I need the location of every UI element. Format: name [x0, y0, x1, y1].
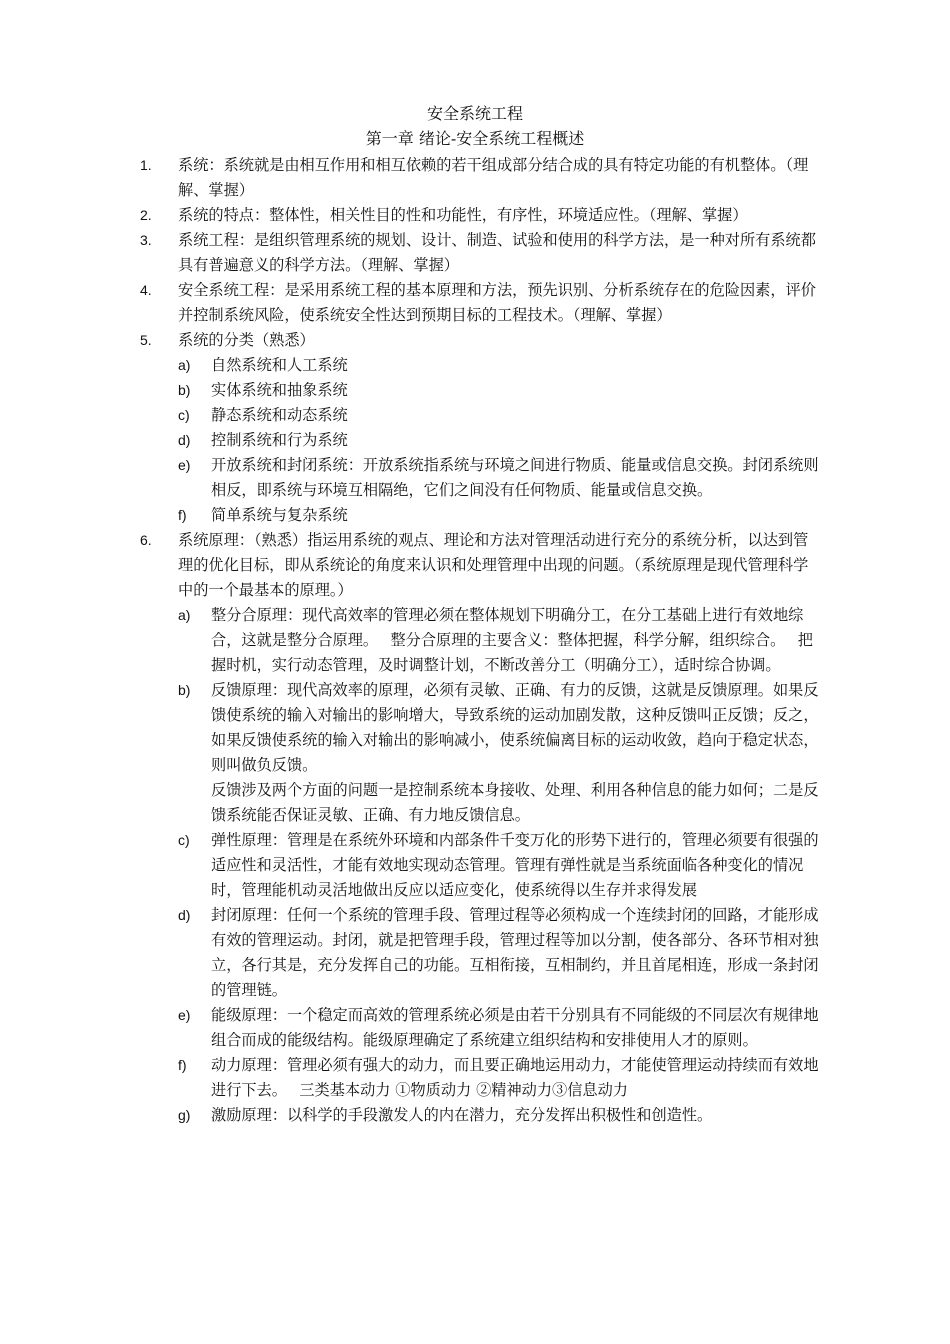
sub-item-text: 激励原理：以科学的手段激发人的内在潜力，充分发挥出积极性和创造性。 — [211, 1106, 713, 1124]
item-text: 系统的分类（熟悉） — [178, 331, 315, 349]
sub-item-text: 弹性原理：管理是在系统外环境和内部条件千变万化的形势下进行的，管理必须要有很强的适应性和灵活性，才能有效地实现动态管理。管理有弹性就是当系统面临各种变化的情况时，管理能机动灵活地做出反应以适应变化，使系统得以生存并求得发展 — [211, 831, 819, 899]
sub-item-letter: c) — [178, 832, 190, 848]
sub-item-letter: e) — [178, 457, 191, 473]
sub-list-item — [0, 403, 821, 428]
sub-list-item — [0, 503, 821, 528]
sub-list-item — [0, 603, 821, 678]
sub-item-text: 反馈原理：现代高效率的原理，必须有灵敏、正确、有力的反馈，这就是反馈原理。如果反馈使系统的输入对输出的影响增大，导致系统的运动加剧发散，这种反馈叫正反馈；反之，如果反馈使系统的输入对输出的影响减小，使系统偏离目标的运动收敛，趋向于稳定状态，则叫做负反馈。 — [211, 681, 819, 774]
item-number: 4. — [140, 282, 152, 298]
sub-item-text: 开放系统和封闭系统：开放系统指系统与环境之间进行物质、能量或信息交换。封闭系统则相反，即系统与环境互相隔绝，它们之间没有任何物质、能量或信息交换。 — [211, 456, 819, 499]
list-item — [0, 328, 818, 353]
item-number: 5. — [140, 332, 152, 348]
sub-item-text: 动力原理：管理必须有强大的动力，而且要正确地运用动力，才能使管理运动持续而有效地进行下去。 三类基本动力 ①物质动力 ②精神动力③信息动力 — [211, 1056, 819, 1099]
sub-item-text: 整分合原理：现代高效率的管理必须在整体规划下明确分工，在分工基础上进行有效地综合，这就是整分合原理。 整分合原理的主要含义：整体把握，科学分解，组织综合。 把握时机，实行动态管理，及时调整计划，不断改善分工（明确分工），适时综合协调。 — [211, 606, 813, 674]
list-item — [0, 153, 818, 203]
sub-item-text: 自然系统和人工系统 — [211, 356, 348, 374]
sub-list-item — [0, 1103, 821, 1128]
sub-item-letter: e) — [178, 1007, 191, 1023]
sub-list-item — [0, 1003, 821, 1053]
sub-item-letter: d) — [178, 907, 191, 923]
sub-item-letter: g) — [178, 1107, 191, 1123]
sub-list-item — [0, 353, 821, 378]
sub-list-item — [0, 378, 821, 403]
document-title: 安全系统工程 — [426, 104, 523, 123]
sub-list-item — [0, 1053, 821, 1103]
sub-item-letter: c) — [178, 407, 190, 423]
item-number: 3. — [140, 232, 152, 248]
sub-item-letter: b) — [178, 682, 191, 698]
sub-item-letter: f) — [178, 1057, 187, 1073]
item-text: 系统原理：（熟悉）指运用系统的观点、理论和方法对管理活动进行充分的系统分析，以达到管理的优化目标，即从系统论的角度来认识和处理管理中出现的问题。（系统原理是现代管理科学中的一个最基本的原理。） — [178, 531, 809, 599]
sub-item-letter: f) — [178, 507, 187, 523]
sub-item-text: 能级原理：一个稳定而高效的管理系统必须是由若干分别具有不同能级的不同层次有规律地组合而成的能级结构。能级原理确定了系统建立组织结构和安排使用人才的原则。 — [211, 1006, 819, 1049]
sub-item-text: 封闭原理：任何一个系统的管理手段、管理过程等必须构成一个连续封闭的回路，才能形成有效的管理运动。封闭，就是把管理手段，管理过程等加以分割，使各部分、各环节相对独立，各行其是，充分发挥自己的功能。互相衔接，互相制约，并且首尾相连，形成一条封闭的管理链。 — [211, 906, 819, 999]
item-number: 6. — [140, 532, 152, 548]
sub-item-letter: d) — [178, 432, 191, 448]
sub-item-letter: a) — [178, 357, 191, 373]
sub-item-letter: a) — [178, 607, 191, 623]
item-text: 系统工程：是组织管理系统的规划、设计、制造、试验和使用的科学方法，是一种对所有系统都具有普遍意义的科学方法。（理解、掌握） — [178, 231, 816, 274]
list-item — [0, 528, 818, 603]
sub-item-text: 实体系统和抽象系统 — [211, 381, 348, 399]
item-number: 1. — [140, 157, 152, 173]
item-text: 安全系统工程：是采用系统工程的基本原理和方法，预先识别、分析系统存在的危险因素，评价并控制系统风险，使系统安全性达到预期目标的工程技术。（理解、掌握） — [178, 281, 816, 324]
sub-item-text: 静态系统和动态系统 — [211, 406, 348, 424]
list-item — [0, 203, 818, 228]
numbered-list — [0, 153, 950, 1128]
sub-item-text: 控制系统和行为系统 — [211, 431, 348, 449]
sub-list-item — [0, 903, 821, 1003]
item-text: 系统：系统就是由相互作用和相互依赖的若干组成部分结合成的具有特定功能的有机整体。（理解、掌握） — [178, 156, 809, 199]
sub-item-letter: b) — [178, 382, 191, 398]
sub-item-text: 简单系统与复杂系统 — [211, 506, 348, 524]
sub-list-item — [0, 828, 821, 903]
sub-list-item — [0, 453, 821, 503]
list-item — [0, 278, 818, 328]
sub-list-item — [0, 678, 821, 828]
item-number: 2. — [140, 207, 152, 223]
item-text: 系统的特点：整体性，相关性目的性和功能性，有序性，环境适应性。（理解、掌握） — [178, 206, 748, 224]
chapter-heading: 第一章 绪论-安全系统工程概述 — [365, 129, 585, 148]
sub-item-paragraph: 反馈涉及两个方面的问题一是控制系统本身接收、处理、利用各种信息的能力如何；二是反馈系统能否保证灵敏、正确、有力地反馈信息。 — [211, 781, 819, 824]
sub-list-item — [0, 428, 821, 453]
list-item — [0, 228, 818, 278]
